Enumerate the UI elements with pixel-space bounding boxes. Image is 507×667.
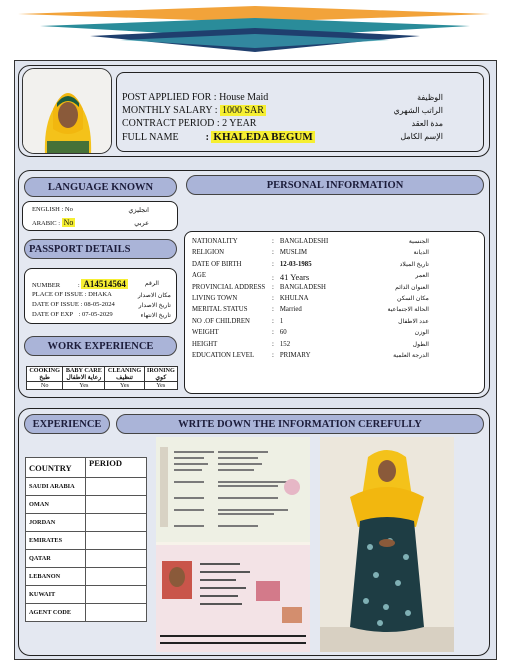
personal-label-ar: الجنسية: [408, 238, 429, 245]
personal-value: : MUSLIM: [272, 249, 308, 257]
personal-label: NATIONALITY: [192, 238, 238, 245]
personal-value: : PRIMARY: [272, 352, 311, 359]
personal-value: : Married: [272, 306, 302, 314]
personal-value: : 41 Years: [272, 272, 310, 283]
country-col-header: COUNTRY: [26, 458, 86, 478]
work-title: WORK EXPERIENCE: [24, 336, 177, 356]
personal-value: : KHULNA: [272, 295, 309, 302]
name-label: FULL NAME: [122, 132, 179, 143]
passport-issue-row: DATE OF ISSUE : 08-05-2024: [32, 301, 115, 308]
personal-label-ar: العمر: [415, 272, 429, 280]
personal-label-ar: عدد الاطفال: [398, 317, 429, 325]
work-col-cooking: COOKING طبخ: [27, 367, 63, 382]
personal-label-ar: العنوان الدائم: [395, 283, 429, 291]
salary-label: MONTHLY SALARY: [122, 105, 213, 116]
personal-label: NO .OF CHILDREN: [192, 317, 250, 325]
salary-row: MONTHLY SALARY : 1000 SAR: [122, 105, 264, 116]
work-col-babycare: BABY CARE رعاية الاطفال: [63, 367, 105, 382]
post-row: POST APPLIED FOR : House Maid: [122, 92, 269, 103]
personal-label-ar: الحالة الاجتماعية: [387, 306, 429, 314]
work-col-ironing: IRONING كوي: [144, 367, 177, 382]
work-val-cooking: No: [27, 382, 63, 390]
country-row: KUWAIT: [26, 586, 147, 604]
top-banner: [0, 0, 507, 62]
contract-value: 2 YEAR: [222, 118, 257, 129]
personal-label: AGE: [192, 272, 206, 280]
contract-ar: مدة العقد: [411, 119, 443, 128]
passport-place-row: PLACE OF ISSUE : DHAKA: [32, 291, 112, 298]
lang-arabic-row: ARABIC : No: [32, 218, 74, 227]
personal-label-ar: مكان السكن: [397, 295, 429, 302]
personal-label: WEIGHT: [192, 329, 219, 337]
passport-number-row: NUMBER : A14514564: [32, 279, 126, 289]
country-row: JORDAN: [26, 514, 147, 532]
work-table: [26, 366, 178, 390]
personal-label-ar: الطول: [412, 340, 429, 348]
personal-value: : 60: [272, 329, 287, 337]
experience-title: EXPERIENCE: [24, 414, 110, 434]
salary-value: 1000 SAR: [222, 105, 264, 116]
country-table: [25, 457, 147, 622]
post-label: POST APPLIED FOR: [122, 92, 212, 103]
language-title: LANGUAGE KNOWN: [24, 177, 177, 197]
personal-label: EDUCATION LEVEL: [192, 352, 255, 359]
name-ar: الإسم الكامل: [400, 132, 443, 141]
personal-label: LIVING TOWN: [192, 295, 238, 302]
personal-label-ar: الديانة: [413, 249, 429, 257]
passport-title: PASSPORT DETAILS: [24, 239, 177, 259]
name-value: KHALEDA BEGUM: [213, 131, 313, 143]
personal-value: : BANGLADESH: [272, 283, 326, 291]
personal-label-ar: الدرجة العلمية: [393, 352, 429, 359]
personal-value: : BANGLADESHI: [272, 238, 329, 245]
contract-row: CONTRACT PERIOD : 2 YEAR: [122, 118, 257, 129]
personal-value: : 1: [272, 317, 284, 325]
personal-label: DATE OF BIRTH: [192, 260, 242, 268]
country-row: AGENT CODE: [26, 604, 147, 622]
period-col-header: PERIOD: [86, 458, 147, 478]
work-header-row: [27, 367, 178, 382]
personal-label: PROVINCIAL ADDRESS: [192, 283, 266, 291]
country-row: OMAN: [26, 496, 147, 514]
personal-label-ar: الوزن: [414, 329, 429, 337]
country-row: QATAR: [26, 550, 147, 568]
work-val-babycare: Yes: [63, 382, 105, 390]
work-col-cleaning: CLEANING تنظيف: [105, 367, 144, 382]
personal-title: PERSONAL INFORMATION: [186, 175, 484, 195]
personal-label-ar: تاريخ الميلاد: [399, 260, 429, 268]
country-row: LEBANON: [26, 568, 147, 586]
country-row: EMIRATES: [26, 532, 147, 550]
banner-graphic: [0, 0, 507, 62]
experience-banner: WRITE DOWN THE INFORMATION CEREFULLY: [116, 414, 484, 434]
post-value: House Maid: [219, 92, 269, 103]
personal-label: RELIGION: [192, 249, 225, 257]
personal-label: HEIGHT: [192, 340, 218, 348]
country-row: SAUDI ARABIA: [26, 478, 147, 496]
work-value-row: [27, 382, 178, 390]
country-table-header: [26, 458, 147, 478]
personal-value: : 152: [272, 340, 291, 348]
profile-photo: [22, 68, 112, 154]
lang-english-row: ENGLISH : No: [32, 206, 73, 213]
full-body-photo: [320, 437, 454, 652]
work-val-ironing: Yes: [144, 382, 177, 390]
work-val-cleaning: Yes: [105, 382, 144, 390]
passport-number: A14514564: [83, 279, 126, 289]
post-ar: الوظيفة: [417, 93, 443, 102]
contract-label: CONTRACT PERIOD: [122, 118, 215, 129]
personal-label: MERITAL STATUS: [192, 306, 248, 314]
passport-exp-row: DATE OF EXP : 07-05-2029: [32, 311, 113, 318]
salary-ar: الراتب الشهري: [393, 106, 443, 115]
personal-value: : 12-03-1985: [272, 260, 312, 268]
passport-scan-image: [156, 437, 310, 652]
name-row: FULL NAME : KHALEDA BEGUM: [122, 131, 313, 143]
